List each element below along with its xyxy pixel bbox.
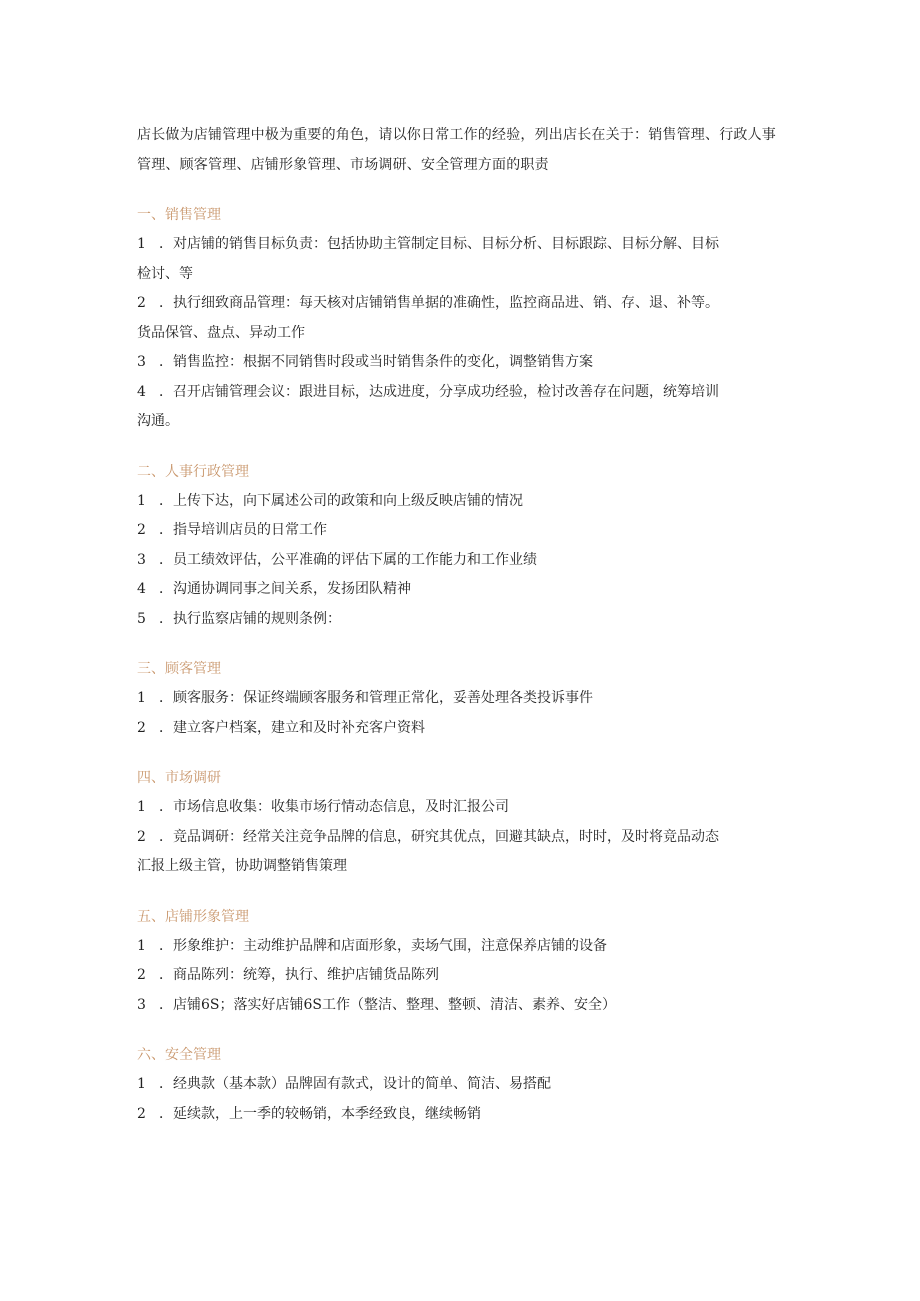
list-item-text (159, 546, 787, 576)
list-item-number: 3 (137, 354, 146, 370)
list-item (137, 289, 787, 348)
sections-container (137, 200, 787, 1129)
section (137, 200, 787, 437)
list-item-text (159, 684, 787, 714)
list-item-number: 2 (137, 522, 146, 538)
list-item-line: ．沟通协调同事之间关系，发扬团队精神 (159, 581, 411, 597)
list-item-text (137, 230, 787, 289)
intro-paragraph: 店长做为店铺管理中极为重要的角色，请以你日常工作的经验，列出店长在关于：销售管理、行政人事管理、顾客管理、店铺形象管理、市场调研、安全管理方面的职责 (137, 127, 776, 173)
list-item (137, 1100, 787, 1130)
section-title: 三、顾客管理 (137, 661, 221, 677)
section-title: 一、销售管理 (137, 207, 221, 223)
list-item-line: ．销售监控：根据不同销售时段或当时销售条件的变化，调整销售方案 (159, 354, 593, 370)
list-item (137, 793, 787, 823)
list-item-line: ．形象维护：主动维护品牌和店面形象，卖场气围，注意保养店铺的设备 (159, 937, 607, 954)
list-item-text (159, 516, 787, 546)
list-item (137, 1070, 787, 1100)
list-item (137, 487, 787, 517)
list-item-text (159, 575, 787, 605)
list-item-line: ．市场信息收集：收集市场行情动态信息，及时汇报公司 (159, 799, 509, 815)
list-item (137, 961, 787, 991)
list-item-text (159, 991, 787, 1021)
list-item-text (159, 961, 787, 991)
list-item-number: 1 (137, 690, 146, 706)
list-item-text (159, 348, 787, 378)
list-item-text (159, 1070, 787, 1100)
list-item-text (159, 793, 787, 823)
list-item-text (137, 378, 787, 437)
list-item-line: ．执行细致商品管理：每天核对店铺销售单据的准确性，监控商品进、销、存、退、补等。 (159, 295, 719, 311)
list-item (137, 230, 787, 289)
section (137, 457, 787, 635)
list-item-text (159, 932, 787, 962)
list-item-line: ．上传下达，向下属述公司的政策和向上级反映店铺的情况 (159, 492, 523, 509)
list-item-line: ．顾客服务：保证终端顾客服务和管理正常化，妥善处理各类投诉事件 (159, 690, 593, 706)
list-item-number: 2 (137, 295, 146, 311)
list-item (137, 714, 787, 744)
list-item-number: 1 (137, 1076, 146, 1092)
list-item (137, 575, 787, 605)
section (137, 654, 787, 743)
list-item-line: ．经典款（基本款）品牌固有款式，设计的简单、简洁、易搭配 (159, 1076, 551, 1092)
list-item-text (159, 1100, 787, 1130)
section (137, 902, 787, 1021)
list-item-line: ．竞品调研：经常关注竞争品牌的信息，研究其优点，回避其缺点，时时，及时将竞品动态 (159, 828, 719, 845)
list-item-number: 1 (137, 492, 146, 509)
list-item (137, 605, 787, 635)
list-item (137, 823, 787, 882)
list-item-text (137, 289, 787, 348)
list-item (137, 991, 787, 1021)
section (137, 1040, 787, 1129)
section (137, 763, 787, 882)
list-item-text (159, 487, 787, 517)
list-item (137, 516, 787, 546)
section-title: 四、市场调研 (137, 770, 221, 786)
list-item-continuation: 货品保管、盘点、异动工作 (137, 324, 305, 341)
list-item (137, 684, 787, 714)
list-item-number: 4 (137, 383, 146, 400)
list-item (137, 378, 787, 437)
list-item-number: 1 (137, 937, 146, 954)
list-item-line: ．召开店铺管理会议：跟进目标，达成进度，分享成功经验，检讨改善存在问题，统筹培训 (159, 383, 719, 400)
list-item-number: 4 (137, 581, 146, 597)
list-item (137, 932, 787, 962)
list-item-text (137, 823, 787, 882)
list-item-number: 3 (137, 996, 146, 1013)
list-item-number: 2 (137, 967, 146, 983)
list-item-line: ．执行监察店铺的规则条例： (159, 610, 341, 627)
list-item-number: 1 (137, 236, 146, 252)
document-page (137, 120, 787, 1129)
list-item-line: ．员工绩效评估，公平准确的评估下属的工作能力和工作业绩 (159, 551, 537, 568)
list-item-line: ．商品陈列：统筹，执行、维护店铺货品陈列 (159, 967, 439, 983)
list-item-line: ．延续款，上一季的较畅销，本季经致良，继续畅销 (159, 1105, 481, 1122)
list-item-number: 5 (137, 610, 146, 627)
list-item-text (159, 605, 787, 635)
list-item-line: ．店铺6S；落实好店铺6S工作（整洁、整理、整顿、清洁、素养、安全） (159, 996, 616, 1013)
list-item (137, 348, 787, 378)
list-item-text (159, 714, 787, 744)
list-item-line: ．指导培训店员的日常工作 (159, 522, 327, 538)
list-item-line: ．对店铺的销售目标负责：包括协助主管制定目标、目标分析、目标跟踪、目标分解、目标 (159, 236, 719, 252)
list-item-number: 2 (137, 1105, 146, 1122)
list-item-continuation: 检讨、等 (137, 265, 193, 282)
section-title: 六、安全管理 (137, 1047, 221, 1063)
list-item (137, 546, 787, 576)
list-item-line: ．建立客户档案，建立和及时补充客户资料 (159, 719, 425, 736)
list-item-number: 2 (137, 828, 146, 845)
section-title: 五、店铺形象管理 (137, 908, 249, 925)
list-item-continuation: 汇报上级主管，协助调整销售策理 (137, 858, 347, 874)
list-item-continuation: 沟通。 (137, 413, 179, 429)
list-item-number: 2 (137, 719, 146, 736)
section-title: 二、人事行政管理 (137, 463, 249, 480)
list-item-number: 1 (137, 799, 146, 815)
list-item-number: 3 (137, 551, 146, 568)
